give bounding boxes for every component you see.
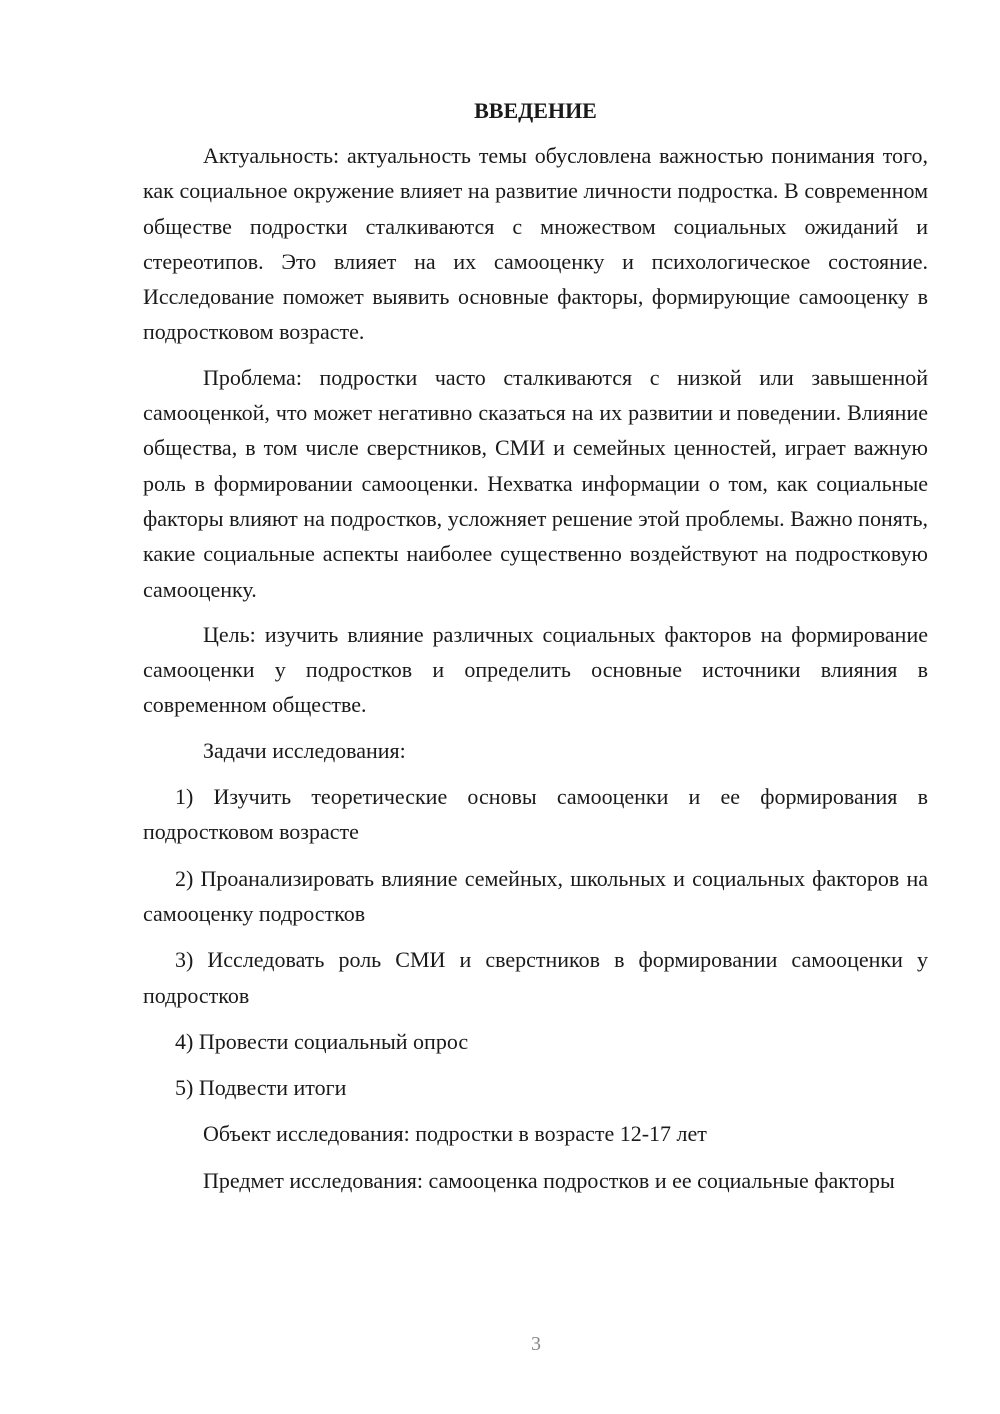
task-item-5: 5) Подвести итоги (175, 1075, 347, 1101)
task-item-4: 4) Провести социальный опрос (175, 1028, 469, 1054)
problem-paragraph: Проблема: подростки часто сталкиваются с низкой или завышенной самооценкой, что может негативно сказаться на их развитии и поведении. Влияние общества, в том числе сверстников, СМИ и семейных ценностей, играет важную роль в формировании самооценки. Нехватка информации о том, как социальные факторы влияют на подростков, усложняет решение этой проблемы. Важно понять, какие социальные аспекты наиболее существенно воздействуют на подростковую самооценку. (143, 364, 928, 602)
goal-paragraph: Цель: изучить влияние различных социальных факторов на формирование самооценки у подростков и определить основные источники влияния в современном обществе. (143, 621, 928, 718)
tasks-title: Задачи исследования: (203, 737, 406, 763)
task-item-1: 1) Изучить теоретические основы самооценки и ее формирования в подростковом возрасте (143, 784, 928, 845)
page-number: 3 (531, 1333, 541, 1355)
task-item-2: 2) Проанализировать влияние семейных, школьных и социальных факторов на самооценку подростков (143, 865, 928, 926)
section-heading: ВВЕДЕНИЕ (474, 98, 597, 123)
relevance-paragraph: Актуальность: актуальность темы обусловлена важностью понимания того, как социальное окружение влияет на развитие личности подростка. В современном обществе подростки сталкиваются с множеством социальных ожиданий и стереотипов. Это влияет на их самооценку и психологическое состояние. Исследование поможет выявить основные факторы, формирующие самооценку в подростковом возрасте. (143, 143, 928, 345)
object-paragraph: Объект исследования: подростки в возрасте 12-17 лет (203, 1121, 707, 1147)
subject-paragraph: Предмет исследования: самооценка подростков и ее социальные факторы (203, 1167, 895, 1193)
task-item-3: 3) Исследовать роль СМИ и сверстников в формировании самооценки у подростков (143, 947, 928, 1008)
document-page (143, 94, 928, 1198)
